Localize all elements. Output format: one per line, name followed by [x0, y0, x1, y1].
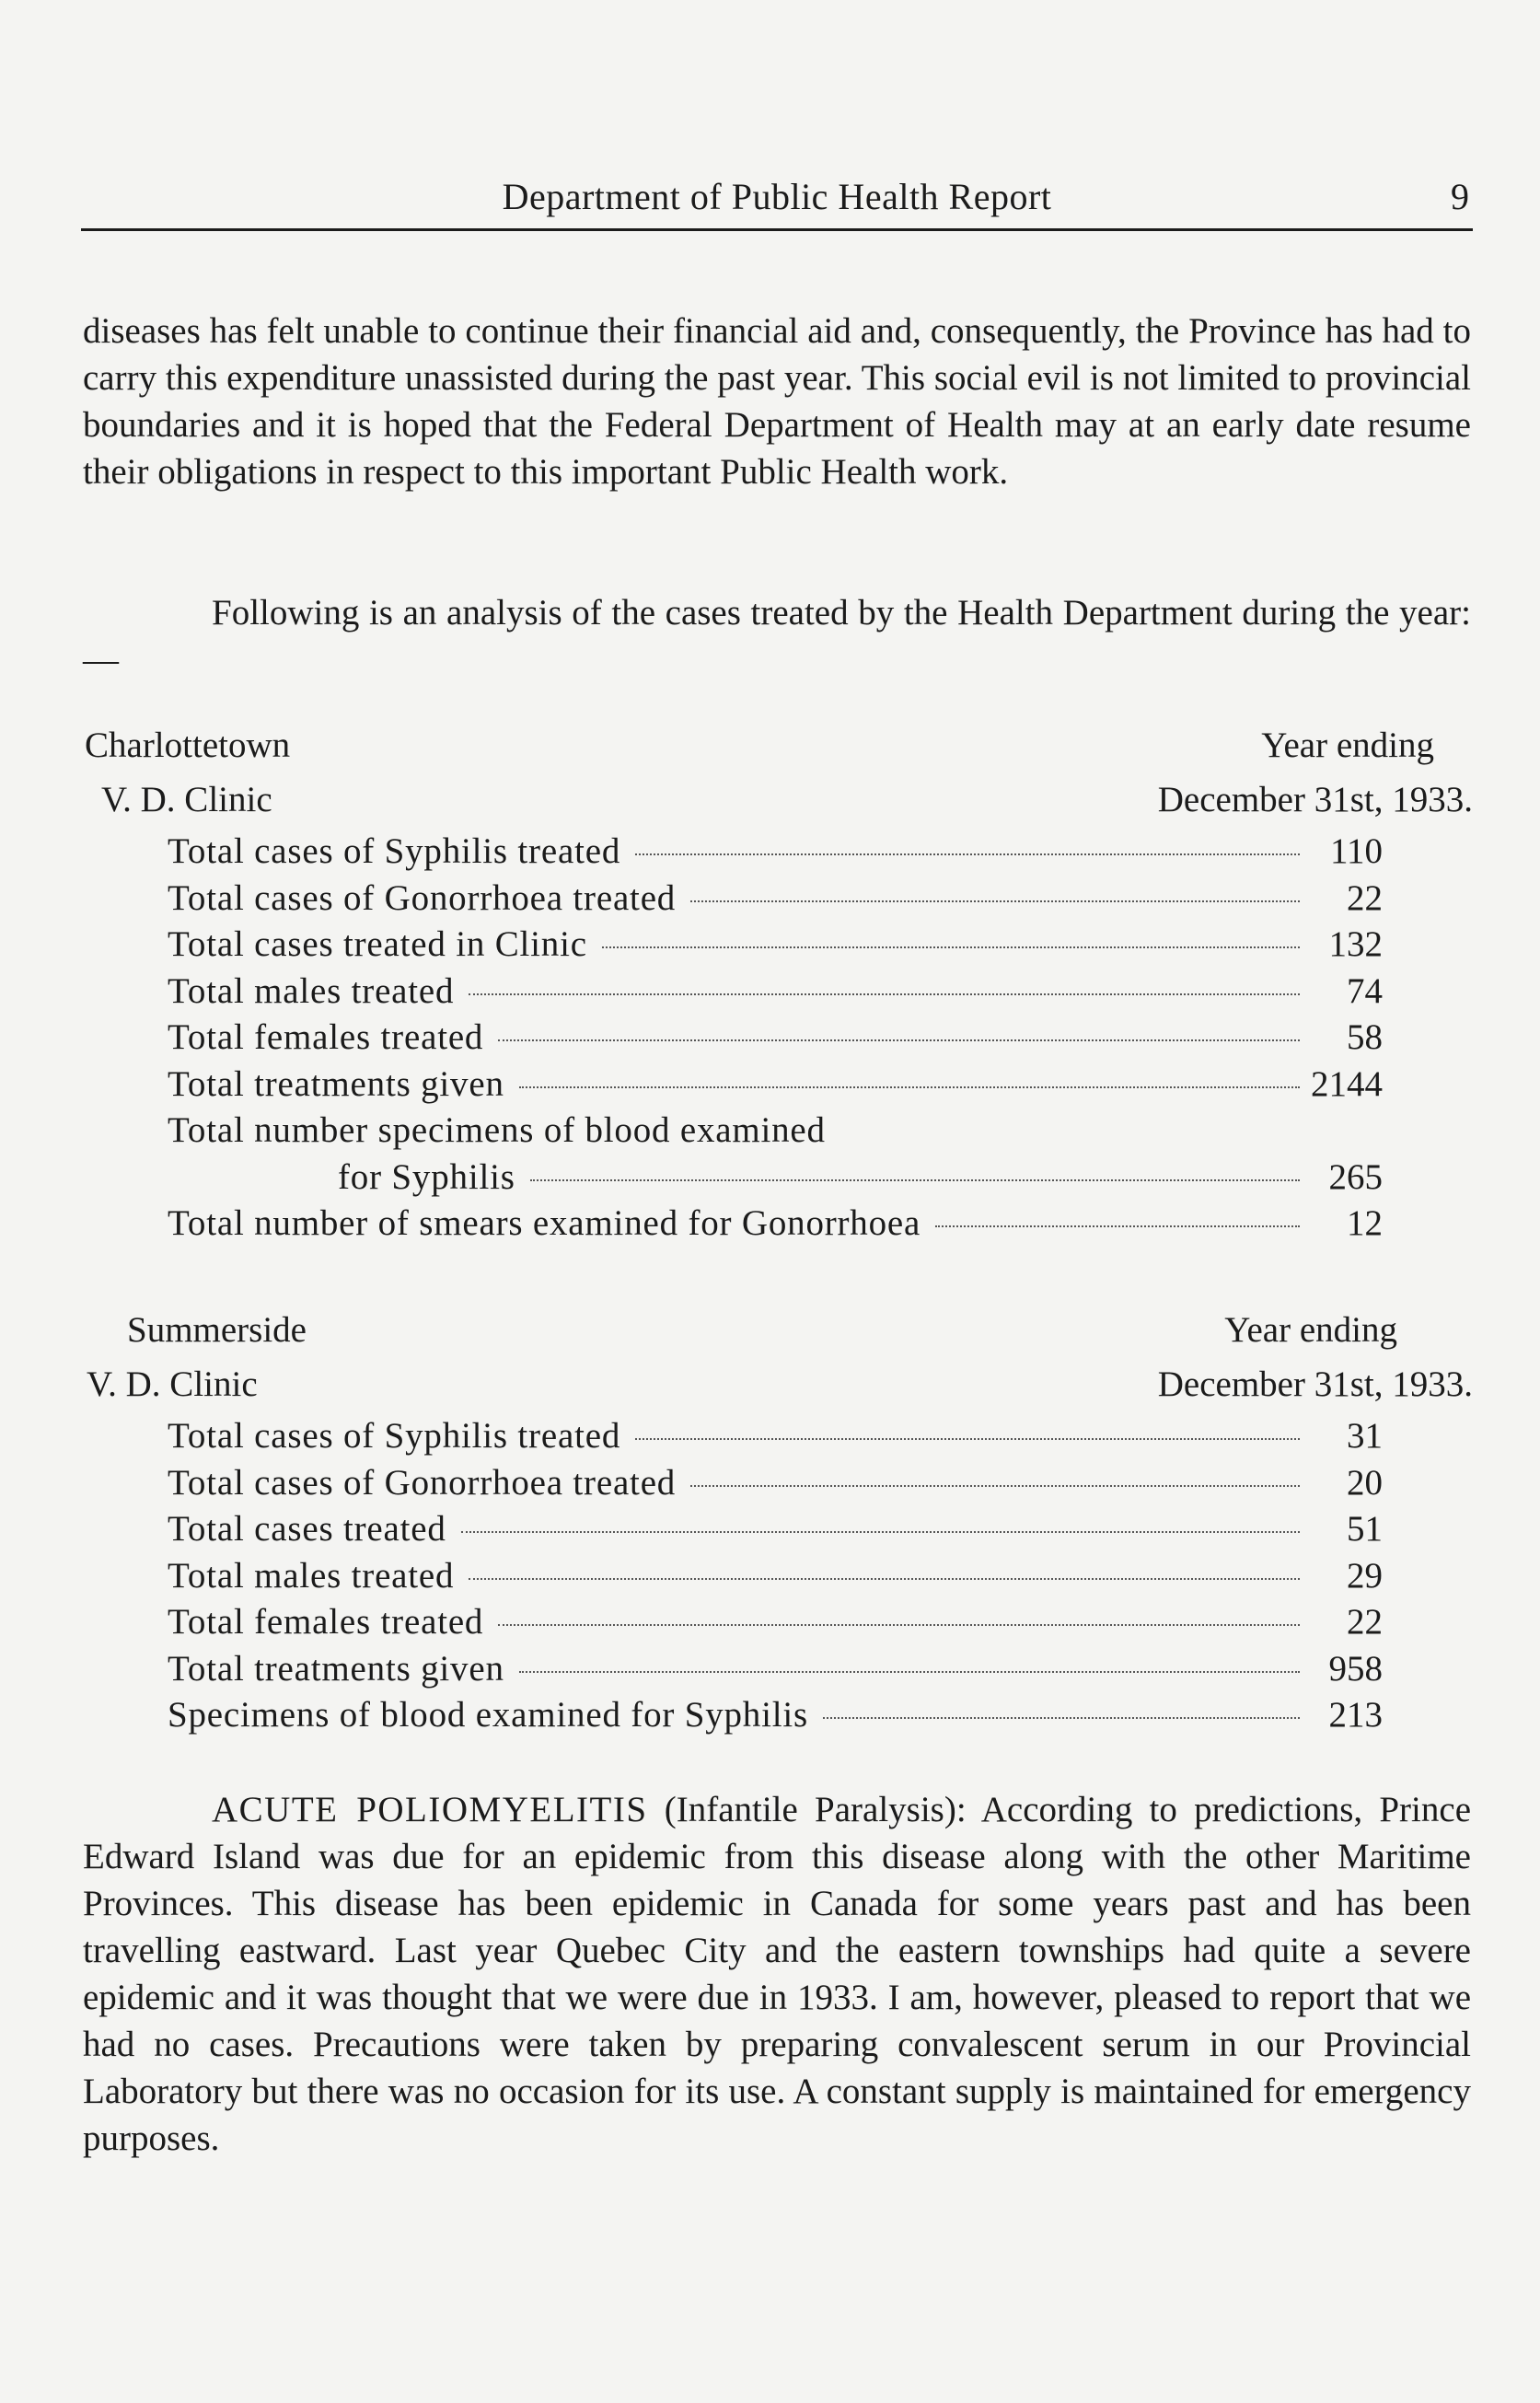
table-row — [168, 1015, 1383, 1062]
row-label: Total cases treated — [168, 1509, 446, 1549]
summerside-subheading — [83, 1358, 1473, 1411]
row-label: Total number specimens of blood examined — [168, 1110, 826, 1150]
dot-leader — [530, 1179, 1300, 1181]
dot-leader — [690, 1485, 1300, 1487]
row-label: Total treatments given — [168, 1063, 504, 1104]
row-value: 2144 — [1311, 1063, 1383, 1104]
analysis-intro-text: Following is an analysis of the cases treated by the Health Department during the year:— — [83, 593, 1471, 679]
row-value: 110 — [1329, 831, 1383, 871]
row-value: 51 — [1347, 1509, 1383, 1549]
table-row — [168, 1646, 1383, 1693]
row-label: Total cases treated in Clinic — [168, 924, 587, 964]
row-label: Total males treated — [168, 970, 455, 1011]
row-value: 58 — [1347, 1017, 1383, 1057]
dot-leader — [461, 1531, 1300, 1533]
row-value: 74 — [1347, 970, 1383, 1011]
dot-leader — [469, 1578, 1300, 1580]
dot-leader — [823, 1717, 1300, 1719]
summerside-table — [168, 1413, 1383, 1739]
charlottetown-table — [168, 829, 1383, 1248]
report-title: Department of Public Health Report — [502, 176, 1052, 217]
row-label: for Syphilis — [338, 1156, 515, 1197]
row-label: Total cases of Gonorrhoea treated — [168, 1462, 677, 1503]
year-ending-label: Year ending — [1224, 1310, 1397, 1350]
table-row — [168, 1413, 1383, 1460]
intro-paragraph: diseases has felt unable to continue their financial aid and, consequently, the Province has had to carry this expenditure unassisted during the past year. This social evil is not limited to provincial boundaries and it is hoped that the Federal Department of Health may at an early date resume their obligations in respect to this important Public Health work. — [83, 311, 1471, 492]
table-row — [168, 1155, 1383, 1202]
year-ending-date: December 31st, 1933. — [1157, 780, 1473, 819]
table-row — [168, 1553, 1383, 1600]
table-row — [168, 829, 1383, 876]
row-value: 29 — [1347, 1555, 1383, 1596]
polio-text: (Infantile Paralysis): According to predictions, Prince Edward Island was due for an epidemic from this disease along with the other Maritime Provinces. This disease has been epidemic in Canada for some years past and has been travelling eastward. Last year Quebec City and the eastern townships had quite a severe epidemic and it was thought that we were due in 1933. I am, however, pleased to report that we had no cases. Precautions were taken by preparing convalescent serum in our Provincial Laboratory but there was no occasion for its use. A constant supply is maintained for emergency purposes. — [83, 1790, 1472, 2158]
row-value: 132 — [1328, 924, 1383, 964]
place-name: Charlottetown — [85, 726, 291, 765]
table-row — [168, 1108, 1383, 1155]
row-label: Specimens of blood examined for Syphilis — [168, 1695, 808, 1735]
dot-leader — [602, 946, 1300, 948]
row-label: Total cases of Gonorrhoea treated — [168, 877, 677, 918]
table-row — [168, 1062, 1383, 1109]
running-header — [81, 175, 1473, 231]
row-label: Total males treated — [168, 1555, 455, 1596]
row-value: 213 — [1328, 1695, 1383, 1735]
place-name: Summerside — [127, 1310, 307, 1350]
dot-leader — [635, 853, 1300, 855]
polio-paragraph — [83, 1786, 1471, 2162]
polio-heading: ACUTE POLIOMYELITIS — [212, 1790, 648, 1829]
table-row — [168, 1201, 1383, 1248]
charlottetown-heading — [83, 719, 1473, 772]
year-ending-label: Year ending — [1261, 726, 1434, 765]
row-value: 12 — [1347, 1203, 1383, 1243]
table-row — [168, 969, 1383, 1016]
dot-leader — [498, 1039, 1300, 1041]
dot-leader — [469, 993, 1300, 995]
summerside-heading — [83, 1304, 1473, 1357]
charlottetown-subheading — [83, 773, 1473, 827]
table-row — [168, 876, 1383, 923]
row-label: Total cases of Syphilis treated — [168, 1416, 621, 1456]
table-row — [168, 1599, 1383, 1646]
dot-leader — [498, 1624, 1300, 1626]
row-label: Total females treated — [168, 1602, 484, 1642]
dot-leader — [519, 1671, 1300, 1673]
dot-leader — [519, 1086, 1300, 1088]
row-value: 22 — [1347, 877, 1383, 918]
table-row — [168, 1506, 1383, 1553]
row-label: Total number of smears examined for Gonorrhoea — [168, 1203, 921, 1243]
row-value: 31 — [1347, 1416, 1383, 1456]
row-label: Total females treated — [168, 1017, 484, 1057]
clinic-name: V. D. Clinic — [101, 780, 272, 819]
row-label: Total cases of Syphilis treated — [168, 831, 621, 871]
analysis-intro — [83, 589, 1471, 683]
row-value: 958 — [1328, 1648, 1383, 1689]
dot-leader — [635, 1438, 1300, 1440]
table-row — [168, 1692, 1383, 1739]
table-row — [168, 922, 1383, 969]
row-value: 20 — [1347, 1462, 1383, 1503]
table-row — [168, 1460, 1383, 1507]
dot-leader — [935, 1225, 1300, 1227]
year-ending-date: December 31st, 1933. — [1157, 1364, 1473, 1404]
row-label: Total treatments given — [168, 1648, 504, 1689]
page-number: 9 — [1451, 176, 1469, 217]
row-value: 22 — [1347, 1602, 1383, 1642]
dot-leader — [690, 900, 1300, 902]
row-value: 265 — [1328, 1156, 1383, 1197]
clinic-name: V. D. Clinic — [87, 1364, 258, 1404]
